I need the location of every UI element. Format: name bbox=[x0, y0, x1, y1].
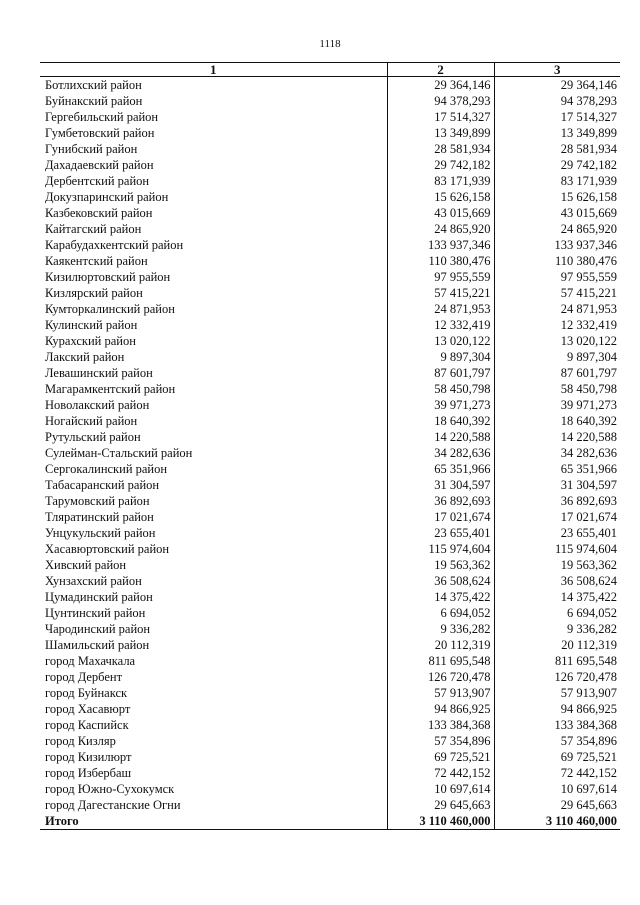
amount-column-3: 110 380,476 bbox=[494, 253, 620, 269]
total-amount-column-3: 3 110 460,000 bbox=[494, 813, 620, 830]
municipality-name: Тляратинский район bbox=[45, 510, 154, 524]
table-row bbox=[40, 525, 620, 541]
municipality-name: город Дагестанские Огни bbox=[45, 798, 181, 812]
table-body bbox=[40, 77, 620, 830]
amount-column-2: 110 380,476 bbox=[387, 253, 494, 269]
municipality-name: Хасавюртовский район bbox=[45, 542, 170, 556]
municipality-name: Тарумовский район bbox=[45, 494, 150, 508]
municipality-name: город Избербаш bbox=[45, 766, 132, 780]
amount-column-3: 13 020,122 bbox=[494, 333, 620, 349]
municipality-name: Кулинский район bbox=[45, 318, 138, 332]
municipality-name: Гергебильский район bbox=[45, 110, 159, 124]
amount-column-3: 94 866,925 bbox=[494, 701, 620, 717]
amount-column-3: 97 955,559 bbox=[494, 269, 620, 285]
municipality-name: Магарамкентский район bbox=[45, 382, 176, 396]
amount-column-2: 29 742,182 bbox=[387, 157, 494, 173]
amount-column-2: 10 697,614 bbox=[387, 781, 494, 797]
amount-column-3: 39 971,273 bbox=[494, 397, 620, 413]
amount-column-3: 34 282,636 bbox=[494, 445, 620, 461]
amount-column-2: 29 364,146 bbox=[387, 77, 494, 94]
table-row bbox=[40, 429, 620, 445]
total-row bbox=[40, 813, 620, 830]
amount-column-3: 24 865,920 bbox=[494, 221, 620, 237]
amount-column-2: 94 866,925 bbox=[387, 701, 494, 717]
amount-column-2: 18 640,392 bbox=[387, 413, 494, 429]
municipality-name: Сулейман-Стальский район bbox=[45, 446, 193, 460]
table-row bbox=[40, 669, 620, 685]
table-row bbox=[40, 157, 620, 173]
column-header-2: 2 bbox=[387, 63, 494, 77]
municipality-name: город Южно-Сухокумск bbox=[45, 782, 175, 796]
municipality-name: Дахадаевский район bbox=[45, 158, 154, 172]
amount-column-2: 43 015,669 bbox=[387, 205, 494, 221]
municipality-name: Гунибский район bbox=[45, 142, 138, 156]
table-header-row bbox=[40, 63, 620, 77]
table-row bbox=[40, 541, 620, 557]
municipality-name: Кумторкалинский район bbox=[45, 302, 175, 316]
table-row bbox=[40, 109, 620, 125]
amount-column-2: 115 974,604 bbox=[387, 541, 494, 557]
table-row bbox=[40, 637, 620, 653]
amount-column-2: 72 442,152 bbox=[387, 765, 494, 781]
amount-column-2: 28 581,934 bbox=[387, 141, 494, 157]
municipality-name: Табасаранский район bbox=[45, 478, 160, 492]
municipality-name: Лакский район bbox=[45, 350, 125, 364]
municipality-name: город Махачкала bbox=[45, 654, 136, 668]
amount-column-2: 97 955,559 bbox=[387, 269, 494, 285]
amount-column-3: 133 384,368 bbox=[494, 717, 620, 733]
municipality-name: Кизлярский район bbox=[45, 286, 143, 300]
amount-column-2: 36 508,624 bbox=[387, 573, 494, 589]
total-amount-column-2: 3 110 460,000 bbox=[387, 813, 494, 830]
amount-column-2: 9 336,282 bbox=[387, 621, 494, 637]
table-row bbox=[40, 685, 620, 701]
table-row bbox=[40, 333, 620, 349]
table-row bbox=[40, 749, 620, 765]
amount-column-3: 43 015,669 bbox=[494, 205, 620, 221]
amount-column-2: 87 601,797 bbox=[387, 365, 494, 381]
amount-column-3: 72 442,152 bbox=[494, 765, 620, 781]
amount-column-2: 31 304,597 bbox=[387, 477, 494, 493]
amount-column-3: 36 892,693 bbox=[494, 493, 620, 509]
table-row bbox=[40, 733, 620, 749]
amount-column-3: 83 171,939 bbox=[494, 173, 620, 189]
amount-column-3: 14 220,588 bbox=[494, 429, 620, 445]
table-row bbox=[40, 77, 620, 94]
municipality-name: Хивский район bbox=[45, 558, 127, 572]
table-row bbox=[40, 269, 620, 285]
amount-column-3: 12 332,419 bbox=[494, 317, 620, 333]
amount-column-3: 13 349,899 bbox=[494, 125, 620, 141]
amount-column-2: 29 645,663 bbox=[387, 797, 494, 813]
municipality-name: город Хасавюрт bbox=[45, 702, 131, 716]
amount-column-3: 17 514,327 bbox=[494, 109, 620, 125]
amount-column-2: 13 020,122 bbox=[387, 333, 494, 349]
table-row bbox=[40, 797, 620, 813]
table-row bbox=[40, 205, 620, 221]
municipality-name: Чародинский район bbox=[45, 622, 151, 636]
amount-column-2: 24 871,953 bbox=[387, 301, 494, 317]
table-row bbox=[40, 189, 620, 205]
total-label: Итого bbox=[40, 813, 387, 830]
amount-column-2: 17 021,674 bbox=[387, 509, 494, 525]
amount-column-2: 9 897,304 bbox=[387, 349, 494, 365]
municipality-name: Казбековский район bbox=[45, 206, 153, 220]
municipality-name: Гумбетовский район bbox=[45, 126, 155, 140]
table-row bbox=[40, 285, 620, 301]
amount-column-3: 126 720,478 bbox=[494, 669, 620, 685]
amount-column-2: 133 937,346 bbox=[387, 237, 494, 253]
amount-column-2: 20 112,319 bbox=[387, 637, 494, 653]
municipality-name: Сергокалинский район bbox=[45, 462, 168, 476]
amount-column-3: 115 974,604 bbox=[494, 541, 620, 557]
table-row bbox=[40, 141, 620, 157]
municipality-name: Карабудахкентский район bbox=[45, 238, 184, 252]
municipality-name: город Буйнакск bbox=[45, 686, 128, 700]
amount-column-2: 65 351,966 bbox=[387, 461, 494, 477]
municipality-name: Дербентский район bbox=[45, 174, 150, 188]
amount-column-3: 15 626,158 bbox=[494, 189, 620, 205]
table-row bbox=[40, 653, 620, 669]
amount-column-3: 9 336,282 bbox=[494, 621, 620, 637]
amount-column-3: 10 697,614 bbox=[494, 781, 620, 797]
table-row bbox=[40, 717, 620, 733]
amount-column-2: 57 913,907 bbox=[387, 685, 494, 701]
table-row bbox=[40, 317, 620, 333]
page-number: 1118 bbox=[319, 38, 341, 50]
amount-column-2: 36 892,693 bbox=[387, 493, 494, 509]
municipality-name: город Дербент bbox=[45, 670, 123, 684]
table-row bbox=[40, 589, 620, 605]
table-row bbox=[40, 413, 620, 429]
table-row bbox=[40, 253, 620, 269]
amount-column-2: 57 415,221 bbox=[387, 285, 494, 301]
amount-column-2: 19 563,362 bbox=[387, 557, 494, 573]
amount-column-3: 28 581,934 bbox=[494, 141, 620, 157]
table-row bbox=[40, 301, 620, 317]
amount-column-3: 94 378,293 bbox=[494, 93, 620, 109]
amount-column-2: 69 725,521 bbox=[387, 749, 494, 765]
amount-column-3: 58 450,798 bbox=[494, 381, 620, 397]
table-row bbox=[40, 573, 620, 589]
table-row bbox=[40, 173, 620, 189]
amount-column-2: 58 450,798 bbox=[387, 381, 494, 397]
column-header-1: 1 bbox=[40, 63, 387, 77]
amount-column-3: 69 725,521 bbox=[494, 749, 620, 765]
municipality-name: город Кизляр bbox=[45, 734, 116, 748]
amount-column-3: 811 695,548 bbox=[494, 653, 620, 669]
municipality-name: город Каспийск bbox=[45, 718, 129, 732]
municipality-name: Ботлихский район bbox=[45, 78, 142, 92]
amount-column-2: 133 384,368 bbox=[387, 717, 494, 733]
amount-column-3: 9 897,304 bbox=[494, 349, 620, 365]
table-row bbox=[40, 605, 620, 621]
amount-column-2: 811 695,548 bbox=[387, 653, 494, 669]
municipality-name: Хунзахский район bbox=[45, 574, 142, 588]
amount-column-3: 24 871,953 bbox=[494, 301, 620, 317]
table-row bbox=[40, 349, 620, 365]
municipality-name: Ногайский район bbox=[45, 414, 138, 428]
amount-column-3: 36 508,624 bbox=[494, 573, 620, 589]
table-row bbox=[40, 125, 620, 141]
municipality-name: город Кизилюрт bbox=[45, 750, 132, 764]
table-row bbox=[40, 701, 620, 717]
table-row bbox=[40, 381, 620, 397]
municipality-name: Цумадинский район bbox=[45, 590, 153, 604]
amount-column-3: 31 304,597 bbox=[494, 477, 620, 493]
amount-column-2: 57 354,896 bbox=[387, 733, 494, 749]
budget-table-container bbox=[40, 62, 620, 830]
table-row bbox=[40, 237, 620, 253]
amount-column-3: 57 415,221 bbox=[494, 285, 620, 301]
amount-column-3: 57 913,907 bbox=[494, 685, 620, 701]
table-row bbox=[40, 93, 620, 109]
amount-column-2: 14 220,588 bbox=[387, 429, 494, 445]
table-row bbox=[40, 221, 620, 237]
table-row bbox=[40, 509, 620, 525]
amount-column-2: 126 720,478 bbox=[387, 669, 494, 685]
amount-column-2: 23 655,401 bbox=[387, 525, 494, 541]
municipality-name: Докузпаринский район bbox=[45, 190, 169, 204]
amount-column-2: 13 349,899 bbox=[387, 125, 494, 141]
amount-column-2: 6 694,052 bbox=[387, 605, 494, 621]
table-row bbox=[40, 445, 620, 461]
amount-column-2: 17 514,327 bbox=[387, 109, 494, 125]
municipality-name: Унцукульский район bbox=[45, 526, 156, 540]
budget-table bbox=[40, 62, 620, 830]
amount-column-3: 23 655,401 bbox=[494, 525, 620, 541]
table-row bbox=[40, 365, 620, 381]
amount-column-3: 17 021,674 bbox=[494, 509, 620, 525]
amount-column-3: 29 742,182 bbox=[494, 157, 620, 173]
amount-column-2: 34 282,636 bbox=[387, 445, 494, 461]
municipality-name: Новолакский район bbox=[45, 398, 150, 412]
table-row bbox=[40, 461, 620, 477]
amount-column-3: 29 364,146 bbox=[494, 77, 620, 94]
table-row bbox=[40, 397, 620, 413]
amount-column-2: 14 375,422 bbox=[387, 589, 494, 605]
amount-column-2: 94 378,293 bbox=[387, 93, 494, 109]
amount-column-3: 29 645,663 bbox=[494, 797, 620, 813]
amount-column-3: 6 694,052 bbox=[494, 605, 620, 621]
municipality-name: Буйнакский район bbox=[45, 94, 143, 108]
municipality-name: Кайтагский район bbox=[45, 222, 142, 236]
amount-column-3: 18 640,392 bbox=[494, 413, 620, 429]
amount-column-3: 57 354,896 bbox=[494, 733, 620, 749]
amount-column-3: 87 601,797 bbox=[494, 365, 620, 381]
amount-column-2: 15 626,158 bbox=[387, 189, 494, 205]
municipality-name: Шамильский район bbox=[45, 638, 150, 652]
table-row bbox=[40, 493, 620, 509]
municipality-name: Цунтинский район bbox=[45, 606, 146, 620]
amount-column-3: 133 937,346 bbox=[494, 237, 620, 253]
municipality-name: Рутульский район bbox=[45, 430, 141, 444]
municipality-name: Левашинский район bbox=[45, 366, 153, 380]
amount-column-2: 83 171,939 bbox=[387, 173, 494, 189]
table-row bbox=[40, 765, 620, 781]
municipality-name: Каякентский район bbox=[45, 254, 148, 268]
municipality-name: Кизилюртовский район bbox=[45, 270, 171, 284]
table-row bbox=[40, 557, 620, 573]
amount-column-3: 65 351,966 bbox=[494, 461, 620, 477]
amount-column-3: 20 112,319 bbox=[494, 637, 620, 653]
table-row bbox=[40, 781, 620, 797]
column-header-3: 3 bbox=[494, 63, 620, 77]
amount-column-2: 39 971,273 bbox=[387, 397, 494, 413]
amount-column-2: 12 332,419 bbox=[387, 317, 494, 333]
table-row bbox=[40, 477, 620, 493]
amount-column-3: 14 375,422 bbox=[494, 589, 620, 605]
municipality-name: Курахский район bbox=[45, 334, 136, 348]
amount-column-2: 24 865,920 bbox=[387, 221, 494, 237]
table-row bbox=[40, 621, 620, 637]
amount-column-3: 19 563,362 bbox=[494, 557, 620, 573]
